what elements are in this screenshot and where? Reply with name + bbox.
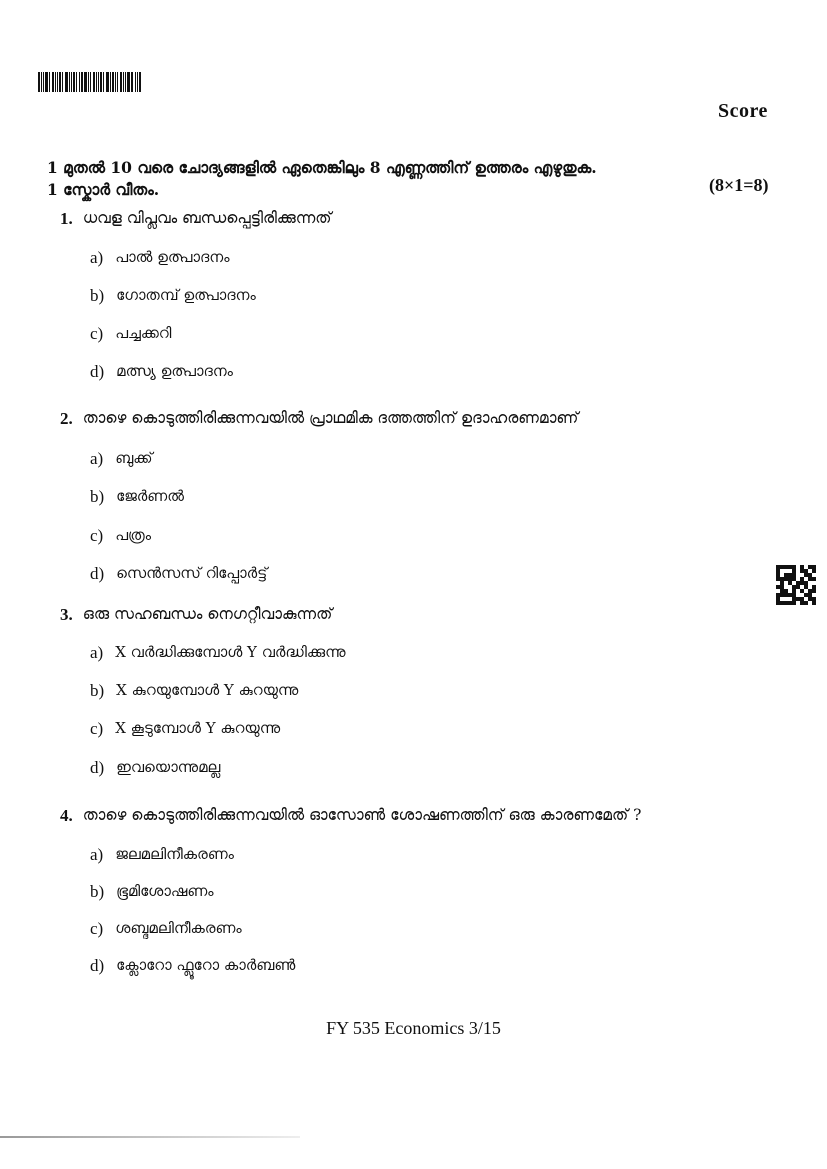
option-text: മത്സ്യ ഉത്പാദനം [116, 362, 233, 380]
option-letter: c) [90, 719, 104, 738]
question-text: താഴെ കൊടുത്തിരിക്കുന്നവയിൽ ഓസോൺ ശോഷണത്തിന് ഒരു കാരണമേത് ? [82, 806, 642, 824]
option-letter: b) [90, 487, 105, 506]
option-text: ഭൂമിശോഷണം [116, 882, 214, 900]
question-4 [60, 806, 641, 826]
option-4d [90, 956, 295, 976]
option-1a [90, 248, 230, 268]
option-text: ഇവയൊന്നുമല്ല [116, 758, 221, 776]
scan-edge-line [0, 1136, 300, 1138]
option-2d [90, 564, 267, 584]
score-label: Score [718, 100, 768, 122]
option-letter: a) [90, 449, 104, 468]
question-number: 4. [60, 806, 73, 825]
option-1d [90, 362, 233, 382]
option-letter: c) [90, 919, 104, 938]
option-text: X വർദ്ധിക്കുമ്പോൾ Y വർദ്ധിക്കുന്നു [115, 643, 346, 661]
option-letter: a) [90, 845, 104, 864]
option-letter: b) [90, 882, 105, 901]
instruction-line-1: 1 മുതൽ 10 വരെ ചോദ്യങ്ങളിൽ ഏതെങ്കിലും 8 എണ്ണത്തിന് ഉത്തരം എഴുതുക. [47, 158, 597, 177]
option-3b [90, 681, 298, 701]
option-3a [90, 643, 346, 663]
option-4a [90, 845, 234, 865]
option-letter: b) [90, 286, 105, 305]
question-3 [60, 605, 332, 625]
question-1 [60, 209, 331, 229]
option-letter: d) [90, 758, 105, 777]
instruction-line-2: 1 സ്കോർ വീതം. [47, 180, 160, 199]
option-text: X കൂടുമ്പോൾ Y കുറയുന്നു [115, 719, 281, 737]
option-text: ജലമലിനീകരണം [115, 845, 234, 863]
option-text: ജേർണൽ [116, 487, 184, 505]
option-2b [90, 487, 184, 507]
question-2 [60, 409, 578, 429]
option-2c [90, 526, 151, 546]
marks-allocation: (8×1=8) [709, 175, 769, 195]
option-letter: d) [90, 362, 105, 381]
option-3c [90, 719, 280, 739]
question-text: ധവള വിപ്ലവം ബന്ധപ്പെട്ടിരിക്കുന്നത് [82, 209, 332, 227]
option-text: ഗോതമ്പ് ഉത്പാദനം [116, 286, 256, 304]
question-number: 1. [60, 209, 73, 228]
option-text: ശബ്ദമലിനീകരണം [115, 919, 242, 937]
option-letter: a) [90, 643, 104, 662]
option-text: പത്രം [115, 526, 151, 544]
option-letter: c) [90, 324, 104, 343]
option-4b [90, 882, 214, 902]
option-letter: b) [90, 681, 105, 700]
option-letter: d) [90, 956, 105, 975]
question-number: 3. [60, 605, 73, 624]
page-footer: FY 535 Economics 3/15 [326, 1018, 501, 1038]
option-text: സെൻസസ് റിപ്പോർട്ട് [116, 564, 268, 582]
option-text: പച്ചക്കറി [115, 324, 172, 342]
option-1c [90, 324, 171, 344]
qr-code [776, 565, 816, 605]
barcode [38, 72, 150, 92]
option-text: ക്ലോറോ ഫ്ലൂറോ കാർബൺ [116, 956, 296, 974]
option-letter: d) [90, 564, 105, 583]
question-text: താഴെ കൊടുത്തിരിക്കുന്നവയിൽ പ്രാഥമിക ദത്തത്തിന് ഉദാഹരണമാണ് [82, 409, 579, 427]
option-letter: a) [90, 248, 104, 267]
question-text: ഒരു സഹബന്ധം നെഗറ്റീവാകുന്നത് [82, 605, 333, 623]
question-number: 2. [60, 409, 73, 428]
option-1b [90, 286, 256, 306]
option-letter: c) [90, 526, 104, 545]
option-text: പാൽ ഉത്പാദനം [115, 248, 230, 266]
option-2a [90, 449, 153, 469]
option-3d [90, 758, 220, 778]
option-4c [90, 919, 242, 939]
option-text: ബുക്ക് [115, 449, 153, 467]
option-text: X കുറയുമ്പോൾ Y കുറയുന്നു [116, 681, 299, 699]
